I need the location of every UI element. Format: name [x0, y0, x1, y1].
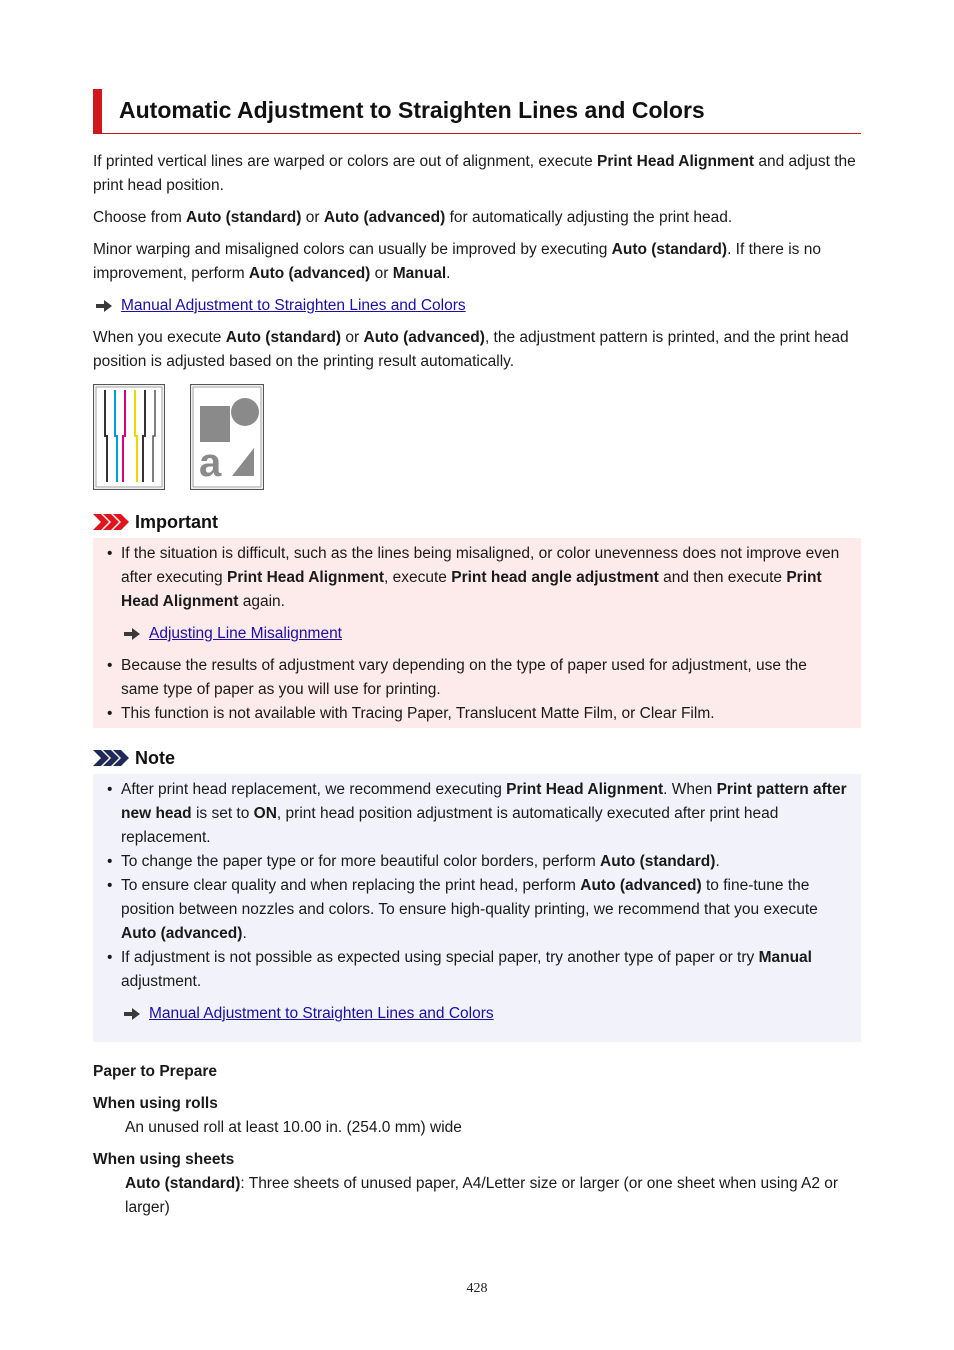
right-arrow-icon — [96, 300, 112, 312]
note-heading-row — [93, 746, 861, 770]
adjusting-line-misalignment-link-row — [105, 622, 849, 646]
title-accent-bar — [93, 89, 102, 133]
paper-to-prepare-heading: Paper to Prepare — [93, 1063, 218, 1080]
when-using-sheets-term: When using sheets — [93, 1151, 235, 1168]
document-page — [93, 89, 861, 1228]
important-box — [93, 538, 861, 728]
shapes-pattern-illustration — [190, 384, 264, 490]
right-arrow-icon — [124, 628, 140, 640]
page-number: 428 — [466, 1281, 488, 1296]
letter-a-glyph-illustration: a — [199, 441, 222, 485]
important-item-3: • This function is not available with Tracing Paper, Translucent Matte Film, or Clear Film. — [105, 702, 849, 726]
page-title: Automatic Adjustment to Straighten Lines and Colors — [119, 97, 705, 123]
illustrations — [93, 384, 861, 490]
triple-chevron-navy-icon — [93, 750, 131, 766]
intro-paragraph-2: Choose from Auto (standard) or Auto (advanced) for automatically adjusting the print head. — [93, 209, 733, 226]
manual-adjustment-link-row — [93, 294, 861, 318]
note-heading: Note — [135, 747, 175, 768]
note-item-2: • To change the paper type or for more beautiful color borders, perform Auto (standard). — [105, 850, 849, 874]
note-manual-adjustment-link[interactable]: Manual Adjustment to Straighten Lines and Colors — [149, 1005, 494, 1022]
note-item-1: • After print head replacement, we recommend executing Print Head Alignment. When Print pattern after new head is set to ON, print head position adjustment is automatically executed after print head replacement. — [105, 778, 849, 850]
important-item-2: • Because the results of adjustment vary depending on the type of paper used for adjustment, use the same type of paper as you will use for printing. — [105, 654, 849, 702]
right-arrow-icon — [124, 1008, 140, 1020]
when-using-rolls-term: When using rolls — [93, 1095, 218, 1112]
important-heading-row — [93, 510, 861, 534]
intro-paragraph-3: Minor warping and misaligned colors can usually be improved by executing Auto (standard). If there is no improvement, perform Auto (advanced) or Manual. — [93, 241, 821, 282]
note-box — [93, 774, 861, 1042]
intro-paragraph-1: If printed vertical lines are warped or colors are out of alignment, execute Print Head Alignment and adjust the print head position. — [93, 153, 856, 194]
when-using-sheets-description: Auto (standard): Three sheets of unused paper, A4/Letter size or larger (or one sheet when using A2 or larger) — [125, 1175, 839, 1216]
when-using-rolls-description: An unused roll at least 10.00 in. (254.0 mm) wide — [125, 1119, 462, 1136]
intro-paragraph-4: When you execute Auto (standard) or Auto (advanced), the adjustment pattern is printed, and the print head position is adjusted based on the printing result automatically. — [93, 329, 849, 370]
important-item-1: • If the situation is difficult, such as the lines being misaligned, or color unevenness does not improve even after executing Print Head Alignment, execute Print head angle adjustment and then execute Print Head Alignment again. — [105, 542, 849, 614]
vertical-lines-pattern-illustration — [93, 384, 165, 490]
important-heading: Important — [135, 511, 218, 532]
note-item-3: • To ensure clear quality and when replacing the print head, perform Auto (advanced) to fine-tune the position between nozzles and colors. To ensure high-quality printing, we recommend that you execute Auto (advanced). — [105, 874, 849, 946]
note-manual-adjustment-link-row — [105, 1002, 849, 1026]
adjusting-line-misalignment-link[interactable]: Adjusting Line Misalignment — [149, 625, 342, 642]
title-row — [93, 89, 861, 134]
note-item-4: • If adjustment is not possible as expected using special paper, try another type of paper or try Manual adjustment. — [105, 946, 849, 994]
triple-chevron-red-icon — [93, 514, 131, 530]
manual-adjustment-link[interactable]: Manual Adjustment to Straighten Lines and Colors — [121, 297, 466, 314]
